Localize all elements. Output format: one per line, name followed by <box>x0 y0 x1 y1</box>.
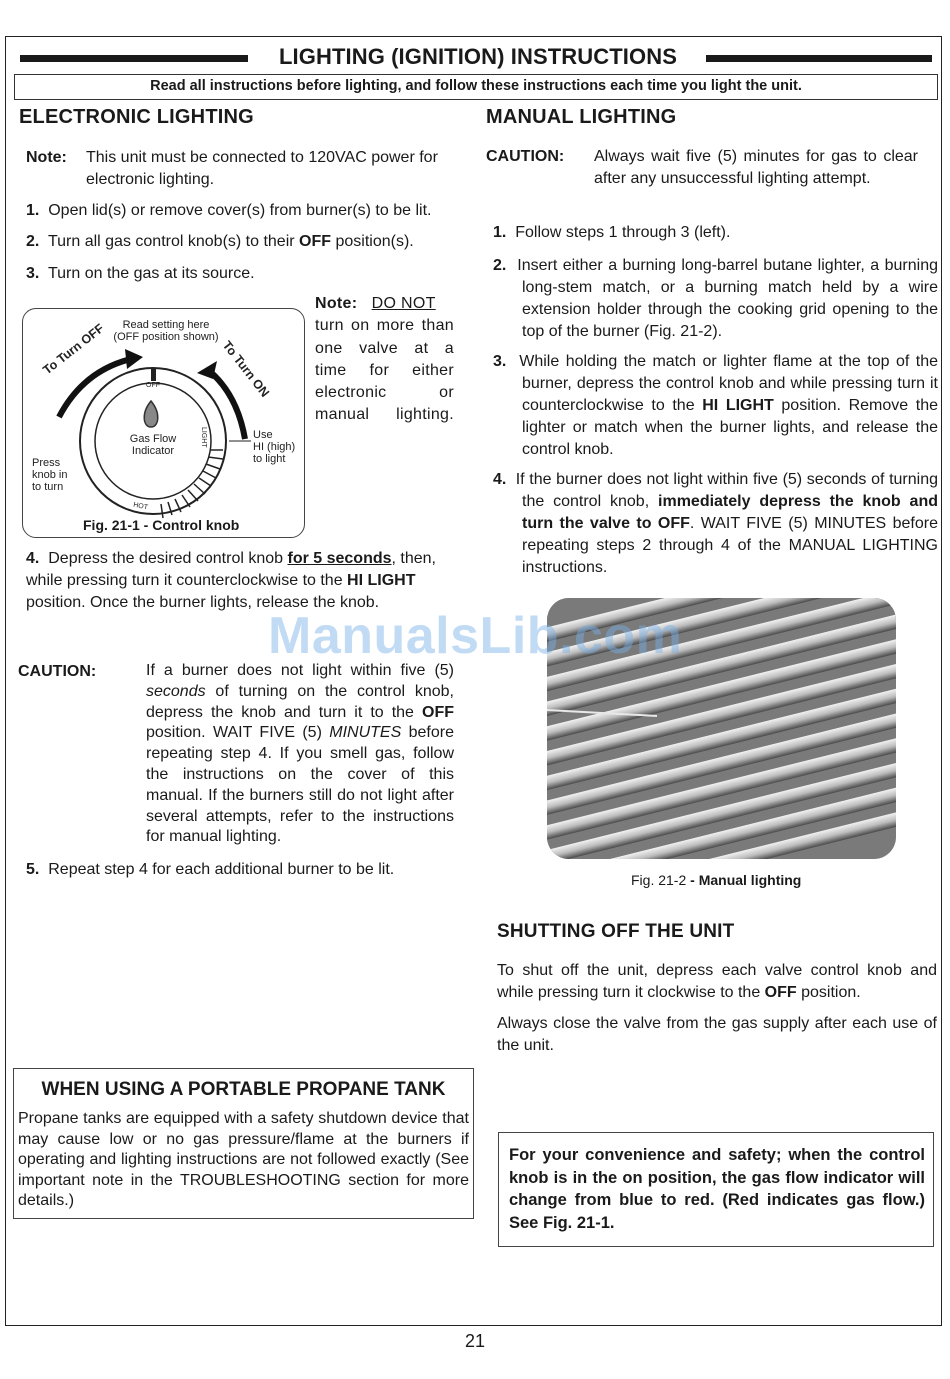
manual-step-1: 1. Follow steps 1 through 3 (left). <box>493 224 731 241</box>
electronic-step-5: 5. Repeat step 4 for each additional burner to be lit. <box>26 861 395 878</box>
manual-caution-label: CAUTION: <box>486 148 565 165</box>
electronic-step-4: 4. Depress the desired control knob for 5 seconds, then, while pressing turn it counterclockwise to the HI LIGHT position. Once the burner lights, release the knob. <box>26 550 436 611</box>
gas-flow-indicator-label: Gas Flow Indicator <box>129 433 177 457</box>
propane-heading: WHEN USING A PORTABLE PROPANE TANK <box>41 1079 446 1100</box>
to-turn-off-label: To Turn OFF <box>40 321 107 378</box>
electronic-caution-text: If a burner does not light within five (5) seconds of turning on the control knob, depress the knob and turn it to the OFF position. WAIT FIVE (5) MINUTES before repeating step 4. If you smell gas, follow the instructions on the cover of this manual. If the burners still do not light after several attempts, refer to the instructions for manual lighting. <box>146 662 454 846</box>
title-rule-left <box>20 55 248 62</box>
electronic-caution-label: CAUTION: <box>18 663 97 680</box>
shutoff-paragraph-1: To shut off the unit, depress each valve control knob and while pressing turn it clockwise to the OFF position. <box>497 962 937 1001</box>
side-note-text: turn on more than one valve at a time for either electronic or manual lighting. <box>315 317 454 424</box>
title-rule-right <box>706 55 932 62</box>
manual-step-3: 3. While holding the match or lighter flame at the top of the burner, depress the control knob and while pressing turn it counterclockwise to the HI LIGHT position. Remove the lighter or match when the burner lights, and release the control knob. <box>493 353 939 458</box>
electronic-heading: ELECTRONIC LIGHTING <box>19 106 254 128</box>
to-turn-on-label: To Turn ON <box>219 338 272 400</box>
electronic-note-label: Note: <box>26 149 67 166</box>
off-mark: OFF <box>146 382 160 389</box>
light-mark: LIGHT <box>200 427 207 448</box>
page-number: 21 <box>464 1331 486 1351</box>
use-hi-label: Use HI (high) to light <box>253 429 296 465</box>
title-bar <box>20 44 932 72</box>
read-setting-label: Read setting here (OFF position shown) <box>113 319 219 343</box>
electronic-note-text: This unit must be connected to 120VAC power for electronic lighting. <box>86 149 438 188</box>
shutoff-paragraph-2: Always close the valve from the gas supply after each use of the unit. <box>497 1015 937 1054</box>
control-knob-diagram <box>23 309 306 539</box>
manual-caution-text: Always wait five (5) minutes for gas to clear after any unsuccessful lighting attempt. <box>594 148 918 187</box>
electronic-step-2: 2. Turn all gas control knob(s) to their OFF position(s). <box>26 233 414 250</box>
manual-step-4: 4. If the burner does not light within five (5) seconds of turning the control knob, immediately depress the knob and turn the valve to OFF. WAIT FIVE (5) MINUTES before repeating steps 2 through 4 of the MANUAL LIGHTING instructions. <box>493 471 939 576</box>
electronic-step-3: 3. Turn on the gas at its source. <box>26 265 255 282</box>
manual-step-2: 2. Insert either a burning long-barrel butane lighter, a burning long-stem match, or a burning match held by a wire extension holder through the cooking grid opening to the top of the burner (Fig. 21-2). <box>493 257 938 340</box>
arrow-off-icon <box>125 349 143 369</box>
convenience-text: For your convenience and safety; when the control knob is in the on position, the gas flow indicator will change from blue to red. (Red indicates gas flow.) See Fig. 21-1. <box>509 1146 925 1232</box>
shutoff-heading: SHUTTING OFF THE UNIT <box>497 921 735 942</box>
watermark: ManualsLib.com <box>268 607 683 665</box>
instructions-banner: Read all instructions before lighting, and follow these instructions each time you light the unit. <box>14 74 938 100</box>
press-knob-label: Press knob in to turn <box>32 457 68 493</box>
figure-2-caption: Fig. 21-2 - Manual lighting <box>631 872 802 888</box>
convenience-box <box>498 1132 934 1247</box>
figure-1-caption: Fig. 21-1 - Control knob <box>83 517 240 533</box>
page-title: LIGHTING (IGNITION) INSTRUCTIONS <box>279 44 677 69</box>
side-note: Note: DO NOT turn on more than one valve at a time for either electronic or manual lighting. <box>315 293 454 427</box>
hot-mark: HOT <box>132 501 149 512</box>
manual-heading: MANUAL LIGHTING <box>486 106 677 128</box>
propane-text: Propane tanks are equipped with a safety shutdown device that may cause low or no gas pressure/flame at the burners if operating and lighting instructions are not followed exactly (See important note in the TROUBLESHOOTING section for more details.) <box>18 1110 469 1209</box>
control-knob-figure <box>22 308 305 538</box>
propane-tank-box <box>13 1068 474 1219</box>
electronic-step-1: 1. Open lid(s) or remove cover(s) from burner(s) to be lit. <box>26 202 432 219</box>
